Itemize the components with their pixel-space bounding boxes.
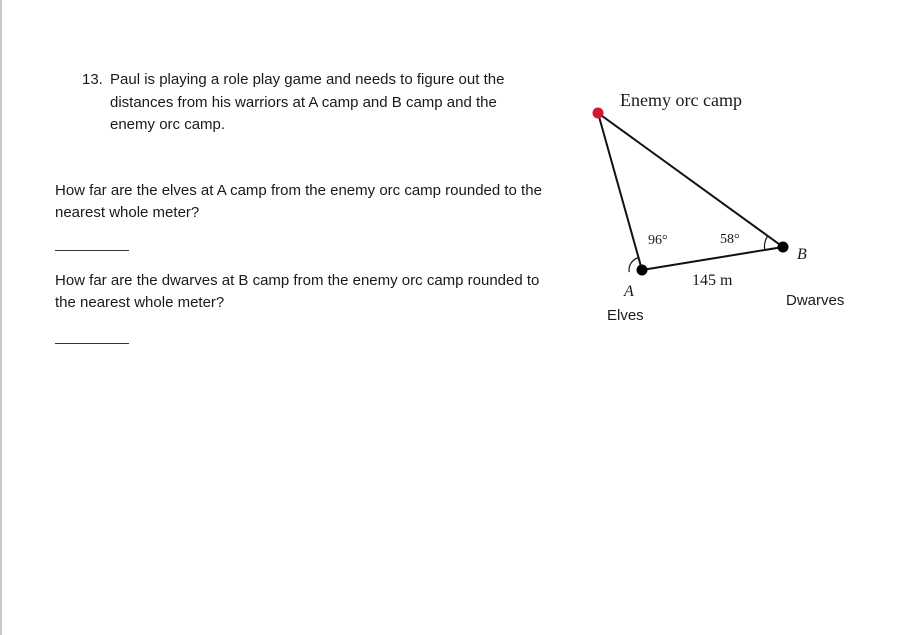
angle-b-label: 58° [720,232,740,247]
vertex-b-point [778,242,789,253]
sub-question-line: nearest whole meter? [55,204,200,221]
side-a-b [642,247,783,270]
question-line: Paul is playing a role play game and needs to figure out the [110,71,505,88]
diagram-title: Enemy orc camp [620,90,742,110]
side-enemy-b [598,113,783,247]
sub-question-line: How far are the dwarves at B camp from the enemy orc camp rounded to [55,272,540,289]
dwarves-caption: Dwarves [786,292,845,309]
side-ab-length: 145 m [692,272,733,289]
vertex-a-label: A [624,283,634,300]
vertex-a-point [637,265,648,276]
elves-caption: Elves [607,307,644,324]
sub-question-line: How far are the elves at A camp from the enemy orc camp rounded to the [55,182,542,199]
side-enemy-a [598,113,642,270]
enemy-camp-point [593,108,604,119]
sub-question-line: the nearest whole meter? [55,294,225,311]
question-line: distances from his warriors at A camp and B camp and the [110,93,497,111]
question-number: 13. [82,71,103,88]
angle-a-label: 96° [648,233,668,248]
angle-arc-b [764,236,767,250]
vertex-b-label: B [797,246,807,263]
question-line: enemy orc camp. [110,116,226,133]
